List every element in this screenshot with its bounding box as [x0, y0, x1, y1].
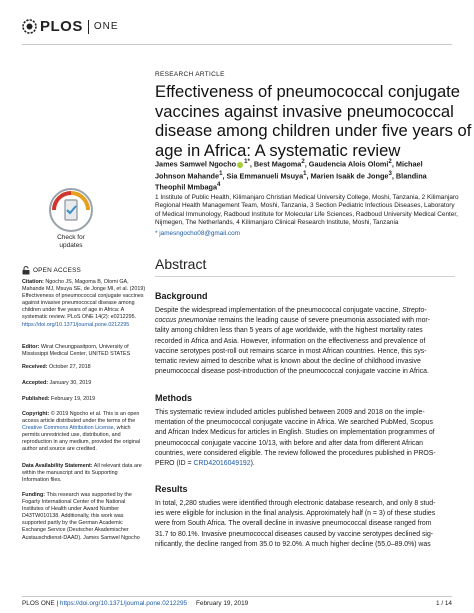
- title-line: vaccines against invasive pneumococcal: [155, 101, 454, 121]
- footer-citation: [22, 600, 248, 607]
- editor-block: [22, 344, 142, 358]
- results-heading: Results: [155, 484, 188, 494]
- data-availability-line: All relevant data are: [92, 463, 142, 469]
- funding-label: Funding:: [22, 492, 46, 498]
- data-availability-line: within the manuscript and its Supporting: [22, 470, 118, 477]
- affiliation-line: Nijmegen, The Netherlands, 4 Kilimanjaro Clinical Research Institute, Moshi, Tanzania: [155, 219, 399, 227]
- author-affil-marker: 1*: [244, 158, 250, 165]
- citation-line: Effectiveness of pneumococcal conjugate vaccines: [22, 293, 144, 300]
- author-name[interactable]: , Marien Isaäk de Jonge: [306, 171, 389, 181]
- received-date: [22, 364, 142, 371]
- background-line: recorded in Africa and Asia. However, information on the effectiveness and prevalence of: [155, 337, 426, 345]
- results-paragraph: [155, 499, 455, 550]
- methods-line: mentation of the pneumococcal conjugate vaccine in Africa. We searched PubMed, Scopus: [155, 419, 433, 427]
- check-label-line: updates: [59, 241, 83, 249]
- funding-line: Institutes of Health under Award Number: [22, 506, 119, 513]
- open-access-label: OPEN ACCESS: [33, 267, 82, 274]
- copyright-line: permits unrestricted use, distribution, and: [22, 432, 121, 439]
- author-affil-marker: 1: [219, 169, 223, 177]
- methods-line: ).: [250, 460, 255, 468]
- background-line: tality among children less than 5 years of age worldwide, with the highest mortality rates: [155, 327, 423, 335]
- accepted-date: [22, 380, 142, 387]
- background-line: pneumococcal disease post-introduction of the pneumococcal conjugate vaccine in Africa.: [155, 368, 429, 376]
- funding-line: supported partly by the German Academic: [22, 520, 123, 527]
- plos-one-logo[interactable]: [22, 18, 119, 35]
- orcid-icon[interactable]: [237, 162, 243, 168]
- copyright-line: author and source are credited.: [22, 446, 97, 453]
- methods-line: and African Index Medicus for articles in English. Studies on implementation programmes of: [155, 429, 435, 437]
- prospero-id-link[interactable]: CRD42016049192: [193, 460, 251, 468]
- author-list: [155, 157, 455, 192]
- background-line: Despite the widespread implementation of the pneumococcal conjugate vaccine,: [155, 307, 403, 314]
- copyright-line: © 2019 Ngocho et al. This is an open: [49, 411, 140, 417]
- title-line: disease among children under five years of: [155, 121, 472, 140]
- plos-logo-icon: [22, 19, 37, 34]
- author-name[interactable]: , Gaudencia Alois Olomi: [304, 159, 389, 169]
- footer-date: February 19, 2019: [196, 600, 249, 607]
- data-availability-block: [22, 463, 142, 484]
- footer-journal: PLOS ONE |: [22, 600, 60, 607]
- title-line: age in Africa: A systematic review: [155, 140, 401, 160]
- copyright-line: reproduction in any medium, provided the original: [22, 439, 141, 446]
- background-paragraph: [155, 306, 455, 377]
- title-line: Effectiveness of pneumococcal conjugate: [155, 82, 461, 101]
- header-divider: [22, 44, 452, 45]
- corresponding-email-link[interactable]: * jamesngocho08@gmail.com: [155, 230, 240, 237]
- article-type: RESEARCH ARTICLE: [155, 71, 225, 78]
- abstract-heading: Abstract: [155, 256, 207, 272]
- footer-divider: [22, 596, 452, 597]
- citation-doi-link[interactable]: https://doi.org/10.1371/journal.pone.0212295: [22, 321, 130, 328]
- open-access-badge: [22, 266, 81, 275]
- citation-line: systematic review. PLoS ONE 14(2): e0212295.: [22, 314, 137, 321]
- data-availability-line: Information files.: [22, 477, 62, 484]
- background-line: remains the leading cause of severe pneumonia associated with mor-: [216, 317, 431, 325]
- editor-line: Mississippi Medical Center, UNITED STATES: [22, 351, 131, 358]
- funding-block: [22, 492, 142, 542]
- author-affil-marker: 1: [303, 169, 307, 177]
- footer-doi-link[interactable]: https://doi.org/10.1371/journal.pone.0212295: [59, 600, 188, 607]
- copyright-line: , which: [113, 425, 131, 432]
- cc-license-link[interactable]: Creative Commons Attribution License: [22, 425, 114, 432]
- results-line: 31.7 to 80.1%. Invasive pneumococcal diseases caused by vaccine serotypes declined sig-: [155, 530, 434, 538]
- check-label-line: Check for: [57, 234, 85, 241]
- citation-line: Mahande MJ, Msuya SE, de Jonge MI, et al. (2019): [22, 286, 146, 293]
- author-name[interactable]: Johnson Mahande: [155, 171, 220, 181]
- background-italic: Strepto-: [402, 307, 427, 314]
- article-title: [155, 82, 472, 160]
- background-italic: coccus pneumoniae: [155, 317, 217, 325]
- published-value: February 19, 2019: [49, 396, 96, 402]
- published-date: [22, 396, 142, 403]
- funding-line: Exchange Service (Deutscher Akademischer: [22, 527, 129, 534]
- check-for-updates-icon[interactable]: [48, 187, 94, 233]
- methods-line: pneumococcal conjugate vaccine 10/13, with before and after data from different African: [155, 439, 424, 447]
- copyright-line: access article distributed under the terms of the: [22, 418, 136, 425]
- copyright-label: Copyright:: [22, 411, 50, 417]
- author-name[interactable]: Theophil Mmbaga: [155, 182, 218, 192]
- results-line: In total, 2,280 studies were identified through electronic database research, and only 8 stud-: [155, 500, 436, 507]
- logo-plos-text: PLOS: [40, 18, 83, 35]
- author-affil-marker: 3: [388, 169, 392, 177]
- citation-line: Ngocho JS, Magoma B, Olomi GA,: [43, 279, 129, 285]
- check-for-updates-label[interactable]: [38, 234, 104, 249]
- background-line: tematic review aimed to describe what is known about the decline of childhood invasive: [155, 358, 421, 366]
- data-availability-label: Data Availability Statement:: [22, 463, 93, 469]
- footer-spacer: [187, 600, 196, 607]
- editor-label: Editor:: [22, 344, 40, 350]
- results-line: nificantly, the decline ranged from 35.0 to 92.0%. A much higher decline (55.0–89.0%) was: [155, 540, 431, 548]
- copyright-block: [22, 411, 142, 454]
- author-affil-marker: 2: [388, 158, 392, 165]
- results-line: were from South Africa. The overall decline in invasive pneumococcal disease ranged from: [155, 520, 432, 528]
- received-label: Received:: [22, 364, 48, 370]
- affiliation-line: of Medical Immunology, Radboud Institute for Molecular Life Sciences, Radboud University Medical Center,: [155, 210, 458, 218]
- funding-line: D43TW010138. Additionally, this work was: [22, 513, 124, 520]
- background-line: vaccine serotypes post-roll out remains scarce in most African countries. Hence, this sys-: [155, 347, 427, 355]
- author-affil-marker: 4: [217, 181, 221, 189]
- methods-paragraph: [155, 408, 455, 469]
- affiliations: [155, 194, 459, 228]
- logo-one-text: ONE: [93, 21, 119, 32]
- accepted-value: January 30, 2019: [48, 380, 92, 386]
- author-name[interactable]: , Blandina: [391, 171, 427, 181]
- funding-line: This research was supported by the: [45, 492, 132, 498]
- methods-line: This systematic review included articles published between 2009 and 2018 on the imple-: [155, 409, 425, 416]
- background-heading: Background: [155, 291, 208, 301]
- author-name[interactable]: , Best Magoma: [249, 159, 302, 169]
- methods-heading: Methods: [155, 393, 192, 403]
- published-label: Published:: [22, 396, 50, 402]
- page-number: 1 / 14: [436, 600, 452, 607]
- citation-line: against invasive pneumococcal disease among: [22, 300, 135, 307]
- author-name[interactable]: , Michael: [391, 159, 423, 169]
- affiliation-line: 1 Institute of Public Health, Kilimanjaro Christian Medical University College, Moshi, Tanzania, 2 Kilimanjaro: [155, 194, 459, 201]
- author-name[interactable]: , Sia Emmanueli Msuya: [222, 171, 304, 181]
- received-value: October 27, 2018: [47, 364, 91, 370]
- affiliation-line: Regional Health Management Team, Moshi, Tanzania, 3 Section Pediatric Infectious Diseases, Laboratory: [155, 202, 455, 210]
- funding-line: Fogarty International Center of the National: [22, 499, 126, 506]
- methods-line: PERO (ID =: [155, 460, 194, 468]
- methods-line: countries, were considered eligible. The review followed the procedures published in PROS-: [155, 449, 436, 457]
- logo-divider: [88, 20, 89, 34]
- editor-line: Wirat Cheungpasitporn, University of: [39, 344, 129, 350]
- results-line: ies were eligible for inclusion in the final analysis. Approximately half (n = 3) of these studies: [155, 510, 436, 518]
- abstract-divider: [155, 276, 455, 277]
- citation-block: [22, 279, 146, 329]
- citation-label: Citation:: [22, 279, 44, 285]
- author-affil-marker: 2: [301, 158, 305, 165]
- open-lock-icon: [22, 266, 30, 275]
- funding-line: Austauschdienst-DAAD). James Samwel Ngocho: [22, 534, 140, 541]
- author-name[interactable]: James Samwel Ngocho: [155, 159, 237, 169]
- citation-line: children under five years of age in Africa: A: [22, 307, 125, 314]
- accepted-label: Accepted:: [22, 380, 49, 386]
